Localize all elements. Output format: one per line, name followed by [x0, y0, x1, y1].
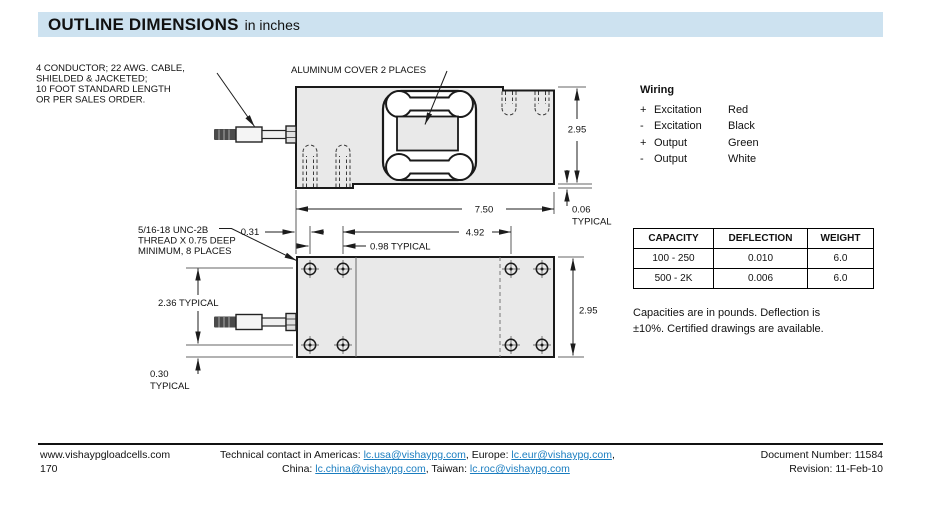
dim-hole-span: 4.92 — [465, 227, 485, 239]
dim-bottom-offset-qualifier: TYPICAL — [150, 381, 190, 392]
footer-website: www.vishaypgloadcells.com — [40, 449, 171, 461]
dim-step-qualifier: TYPICAL — [572, 216, 612, 228]
col-header-deflection: DEFLECTION — [714, 229, 808, 249]
dim-top-height: 2.95 — [567, 124, 587, 136]
wiring-signal: Output — [654, 136, 688, 149]
cell-weight: 6.0 — [808, 269, 874, 289]
thread-note-line-1: 5/16-18 UNC-2B — [138, 225, 209, 236]
table-row — [634, 249, 874, 269]
table-header-row — [634, 229, 874, 249]
wiring-color: Red — [728, 103, 749, 116]
cable-note-line-1: 4 CONDUCTOR; 22 AWG. CABLE, — [36, 63, 185, 74]
col-header-weight: WEIGHT — [808, 229, 874, 249]
footer-revision: Revision: 11-Feb-10 — [789, 462, 883, 475]
aluminum-cover — [397, 117, 458, 151]
wiring-signal: Output — [654, 153, 688, 165]
footer-doc-number: Document Number: 11584 — [760, 449, 883, 461]
cell-capacity: 500 - 2K — [634, 269, 714, 289]
load-cell-top-view — [214, 87, 554, 188]
wiring-sign: + — [640, 136, 647, 149]
cell-capacity: 100 - 250 — [634, 249, 714, 269]
dim-bottom-offset: 0.30 — [150, 369, 169, 380]
page-title: OUTLINE DIMENSIONS — [48, 14, 239, 34]
wiring-sign: + — [640, 103, 647, 116]
wiring-row — [640, 118, 759, 135]
email-link-europe[interactable]: lc.eur@vishaypg.com — [511, 449, 612, 461]
thread-note-line-3: MINIMUM, 8 PLACES — [138, 246, 232, 257]
footer-right — [600, 449, 883, 476]
wiring-sign: - — [640, 120, 644, 132]
email-link-taiwan[interactable]: lc.roc@vishaypg.com — [469, 463, 570, 475]
col-header-capacity: CAPACITY — [634, 229, 714, 249]
cell-deflection: 0.006 — [714, 269, 808, 289]
cable-note-line-4: OR PER SALES ORDER. — [36, 94, 146, 106]
page-title-units: in inches — [244, 16, 300, 33]
footer-contact-line-2 — [282, 463, 570, 475]
wiring-row — [640, 102, 759, 119]
wiring-signal: Excitation — [654, 103, 702, 116]
table-row — [634, 269, 874, 289]
dim-bottom-height: 2.95 — [579, 305, 598, 317]
wiring-row — [640, 151, 759, 168]
contact-text: , Europe: — [465, 449, 512, 461]
contact-text: , — [611, 449, 615, 461]
cell-deflection: 0.010 — [714, 249, 808, 269]
footer-left — [40, 449, 170, 476]
cell-weight: 6.0 — [808, 249, 874, 269]
cable-note-line-2: SHIELDED & JACKETED; — [36, 73, 148, 85]
wiring-color: Green — [728, 136, 759, 149]
cable-assembly-bottom — [214, 314, 296, 331]
contact-text: , Taiwan: — [425, 463, 470, 475]
thread-note-line-2: THREAD X 0.75 DEEP — [138, 235, 236, 247]
cable-note-line-3: 10 FOOT STANDARD LENGTH — [36, 84, 171, 95]
contact-text: China: — [282, 463, 316, 475]
dim-step: 0.06 — [572, 204, 591, 216]
load-cell-bottom-view — [214, 257, 554, 357]
contact-text: Technical contact in Americas: — [220, 449, 364, 461]
email-link-china[interactable]: lc.china@vishaypg.com — [315, 463, 426, 475]
footer-page-number: 170 — [40, 462, 58, 475]
note-line-2: ±10%. Certified drawings are available. — [633, 322, 824, 335]
cover-label: ALUMINUM COVER 2 PLACES — [291, 65, 427, 76]
capacity-table — [633, 228, 874, 289]
cable-assembly-top — [214, 126, 296, 143]
capacity-note — [633, 306, 824, 337]
dim-overall-length: 7.50 — [474, 204, 494, 216]
wiring-row — [640, 135, 759, 152]
wiring-sign: - — [640, 153, 644, 165]
wiring-color: Black — [728, 120, 755, 132]
dim-row-pitch: 2.36 TYPICAL — [158, 298, 219, 309]
footer-contact-line-1 — [220, 449, 615, 461]
dim-edge-to-hole: 0.31 — [240, 227, 260, 238]
wiring-signal: Excitation — [654, 120, 702, 132]
wiring-color: White — [728, 153, 757, 165]
dim-hole-pitch: 0.98 TYPICAL — [370, 241, 431, 253]
footer-rule — [38, 443, 883, 445]
wiring-legend — [640, 82, 759, 168]
email-link-usa[interactable]: lc.usa@vishaypg.com — [363, 449, 466, 461]
note-line-1: Capacities are in pounds. Deflection is — [633, 307, 821, 319]
wiring-heading: Wiring — [640, 84, 675, 96]
